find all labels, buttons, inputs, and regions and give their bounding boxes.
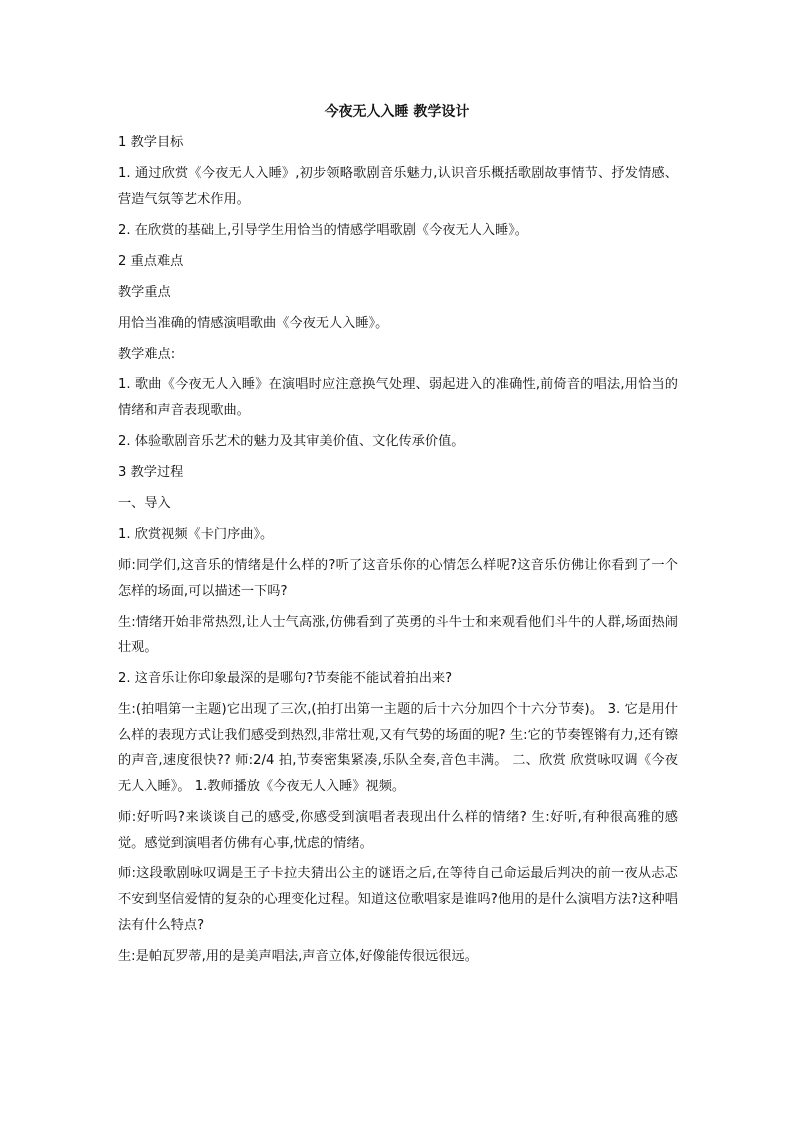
objective-item-2: 2. 在欣赏的基础上,引导学生用恰当的情感学唱歌剧《今夜无人入睡》。 xyxy=(118,222,528,238)
objective-item-1: 1. 通过欣赏《今夜无人入睡》,初步领略歌剧音乐魅力,认识音乐概括歌剧故事情节、抒发情感、营造气氛等艺术作用。 xyxy=(118,165,678,207)
student-dialogue: 生:是帕瓦罗蒂,用的是美声唱法,声音立体,好像能传很远很远。 xyxy=(118,948,478,964)
subheading-key-point: 教学重点 xyxy=(118,284,171,300)
teacher-dialogue: 师:同学们,这音乐的情绪是什么样的?听了这音乐你的心情怎么样呢?这音乐仿佛让你看到了一个怎样的场面,可以描述一下吗? xyxy=(118,558,678,599)
section-heading-key-points: 2 重点难点 xyxy=(118,253,184,269)
teacher-dialogue: 师:好听吗?来谈谈自己的感受,你感受到演唱者表现出什么样的情绪? 生:好听,有种很高雅的感觉。感觉到演唱者仿佛有心事,忧虑的情绪。 xyxy=(118,809,678,851)
step-item-1: 1. 欣赏视频《卡门序曲》。 xyxy=(118,527,274,543)
student-dialogue: 生:(拍唱第一主题)它出现了三次,(拍打出第一主题的后十六分加四个十六分节奏)。 3. 它是用什么样的表现方式让我们感受到热烈,非常壮观,又有气势的场面的呢? 生:它的节奏铿锵有力,还有镲的声音,速度很快?? 师:2/4 拍,节奏密集紧凑,乐队全奏,音色丰满。 二、欣赏 欣赏咏叹调《今夜无人入睡》。 1.教师播放《今夜无人入睡》视频。 xyxy=(118,702,678,794)
document-body xyxy=(118,130,678,975)
difficulty-item-1: 1. 歌曲《今夜无人入睡》在演唱时应注意换气处理、弱起进入的准确性,前倚音的唱法,用恰当的情绪和声音表现歌曲。 xyxy=(118,377,678,419)
section-heading-process: 3 教学过程 xyxy=(118,465,184,481)
student-dialogue: 生:情绪开始非常热烈,让人士气高涨,仿佛看到了英勇的斗牛士和来观看他们斗牛的人群,场面热闹壮观。 xyxy=(118,614,678,656)
step-item-2: 2. 这音乐让你印象最深的是哪句?节奏能不能试着拍出来? xyxy=(118,671,453,687)
teacher-dialogue: 师:这段歌剧咏叹调是王子卡拉夫猜出公主的谜语之后,在等待自己命运最后判决的前一夜从忐忑不安到坚信爱情的复杂的心理变化过程。知道这位歌唱家是谁吗?他用的是什么演唱方法?这种唱法有什么特点? xyxy=(118,866,678,933)
document-title: 今夜无人入睡 教学设计 xyxy=(324,104,470,120)
difficulty-item-2: 2. 体验歌剧音乐艺术的魅力及其审美价值、文化传承价值。 xyxy=(118,434,465,450)
key-point-text: 用恰当准确的情感演唱歌曲《今夜无人入睡》。 xyxy=(118,315,389,331)
subheading-difficulty: 教学难点: xyxy=(118,346,176,362)
section-heading-objectives: 1 教学目标 xyxy=(118,135,184,150)
step-heading-intro: 一、导入 xyxy=(118,496,171,512)
